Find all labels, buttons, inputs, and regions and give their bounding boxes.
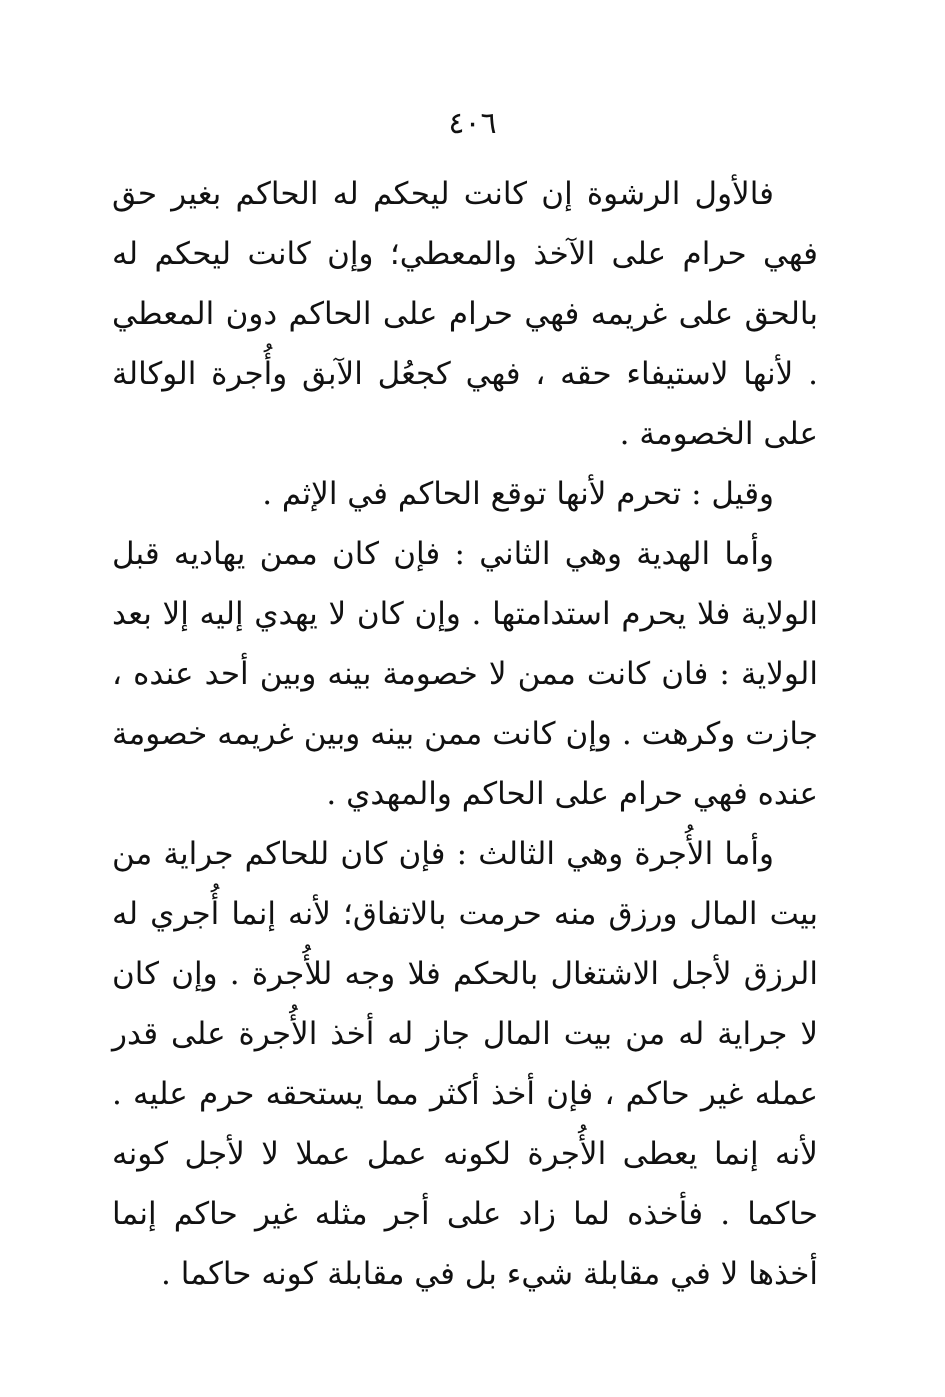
body-text [112,164,818,1304]
paragraph-gift: وأما الهدية وهي الثاني : فإن كان ممن يهاديه قبل الولاية فلا يحرم استدامتها . وإن كان لا يهدي إليه إلا بعد الولاية : فان كانت ممن لا خصومة بينه وبين أحد عنده ، جازت وكرهت . وإن كانت ممن بينه وبين غريمه خصومة عنده فهي حرام على الحاكم والمهدي . [112,536,818,812]
paragraph-alternate-opinion: وقيل : تحرم لأنها توقع الحاكم في الإثم . [262,476,774,512]
paragraph-wage: وأما الأُجرة وهي الثالث : فإن كان للحاكم جراية من بيت المال ورزق منه حرمت بالاتفاق؛ لأنه إنما أُجري له الرزق لأجل الاشتغال بالحكم فلا وجه للأُجرة . وإن كان لا جراية له من بيت المال جاز له أخذ الأُجرة على قدر عمله غير حاكم ، فإن أخذ أكثر مما يستحقه حرم عليه . لأنه إنما يعطى الأُجرة لكونه عمل عملا لا لأجل كونه حاكما . فأخذه لما زاد على أجر مثله غير حاكم إنما أخذها لا في مقابلة شيء بل في مقابلة كونه حاكما . [112,836,818,1292]
paragraph-bribery: فالأول الرشوة إن كانت ليحكم له الحاكم بغير حق فهي حرام على الآخذ والمعطي؛ وإن كانت ليحكم له بالحق على غريمه فهي حرام على الحاكم دون المعطي . لأنها لاستيفاء حقه ، فهي كجعُل الآبق وأُجرة الوكالة على الخصومة . [112,176,818,452]
page-number: ٤٠٦ [448,106,497,141]
